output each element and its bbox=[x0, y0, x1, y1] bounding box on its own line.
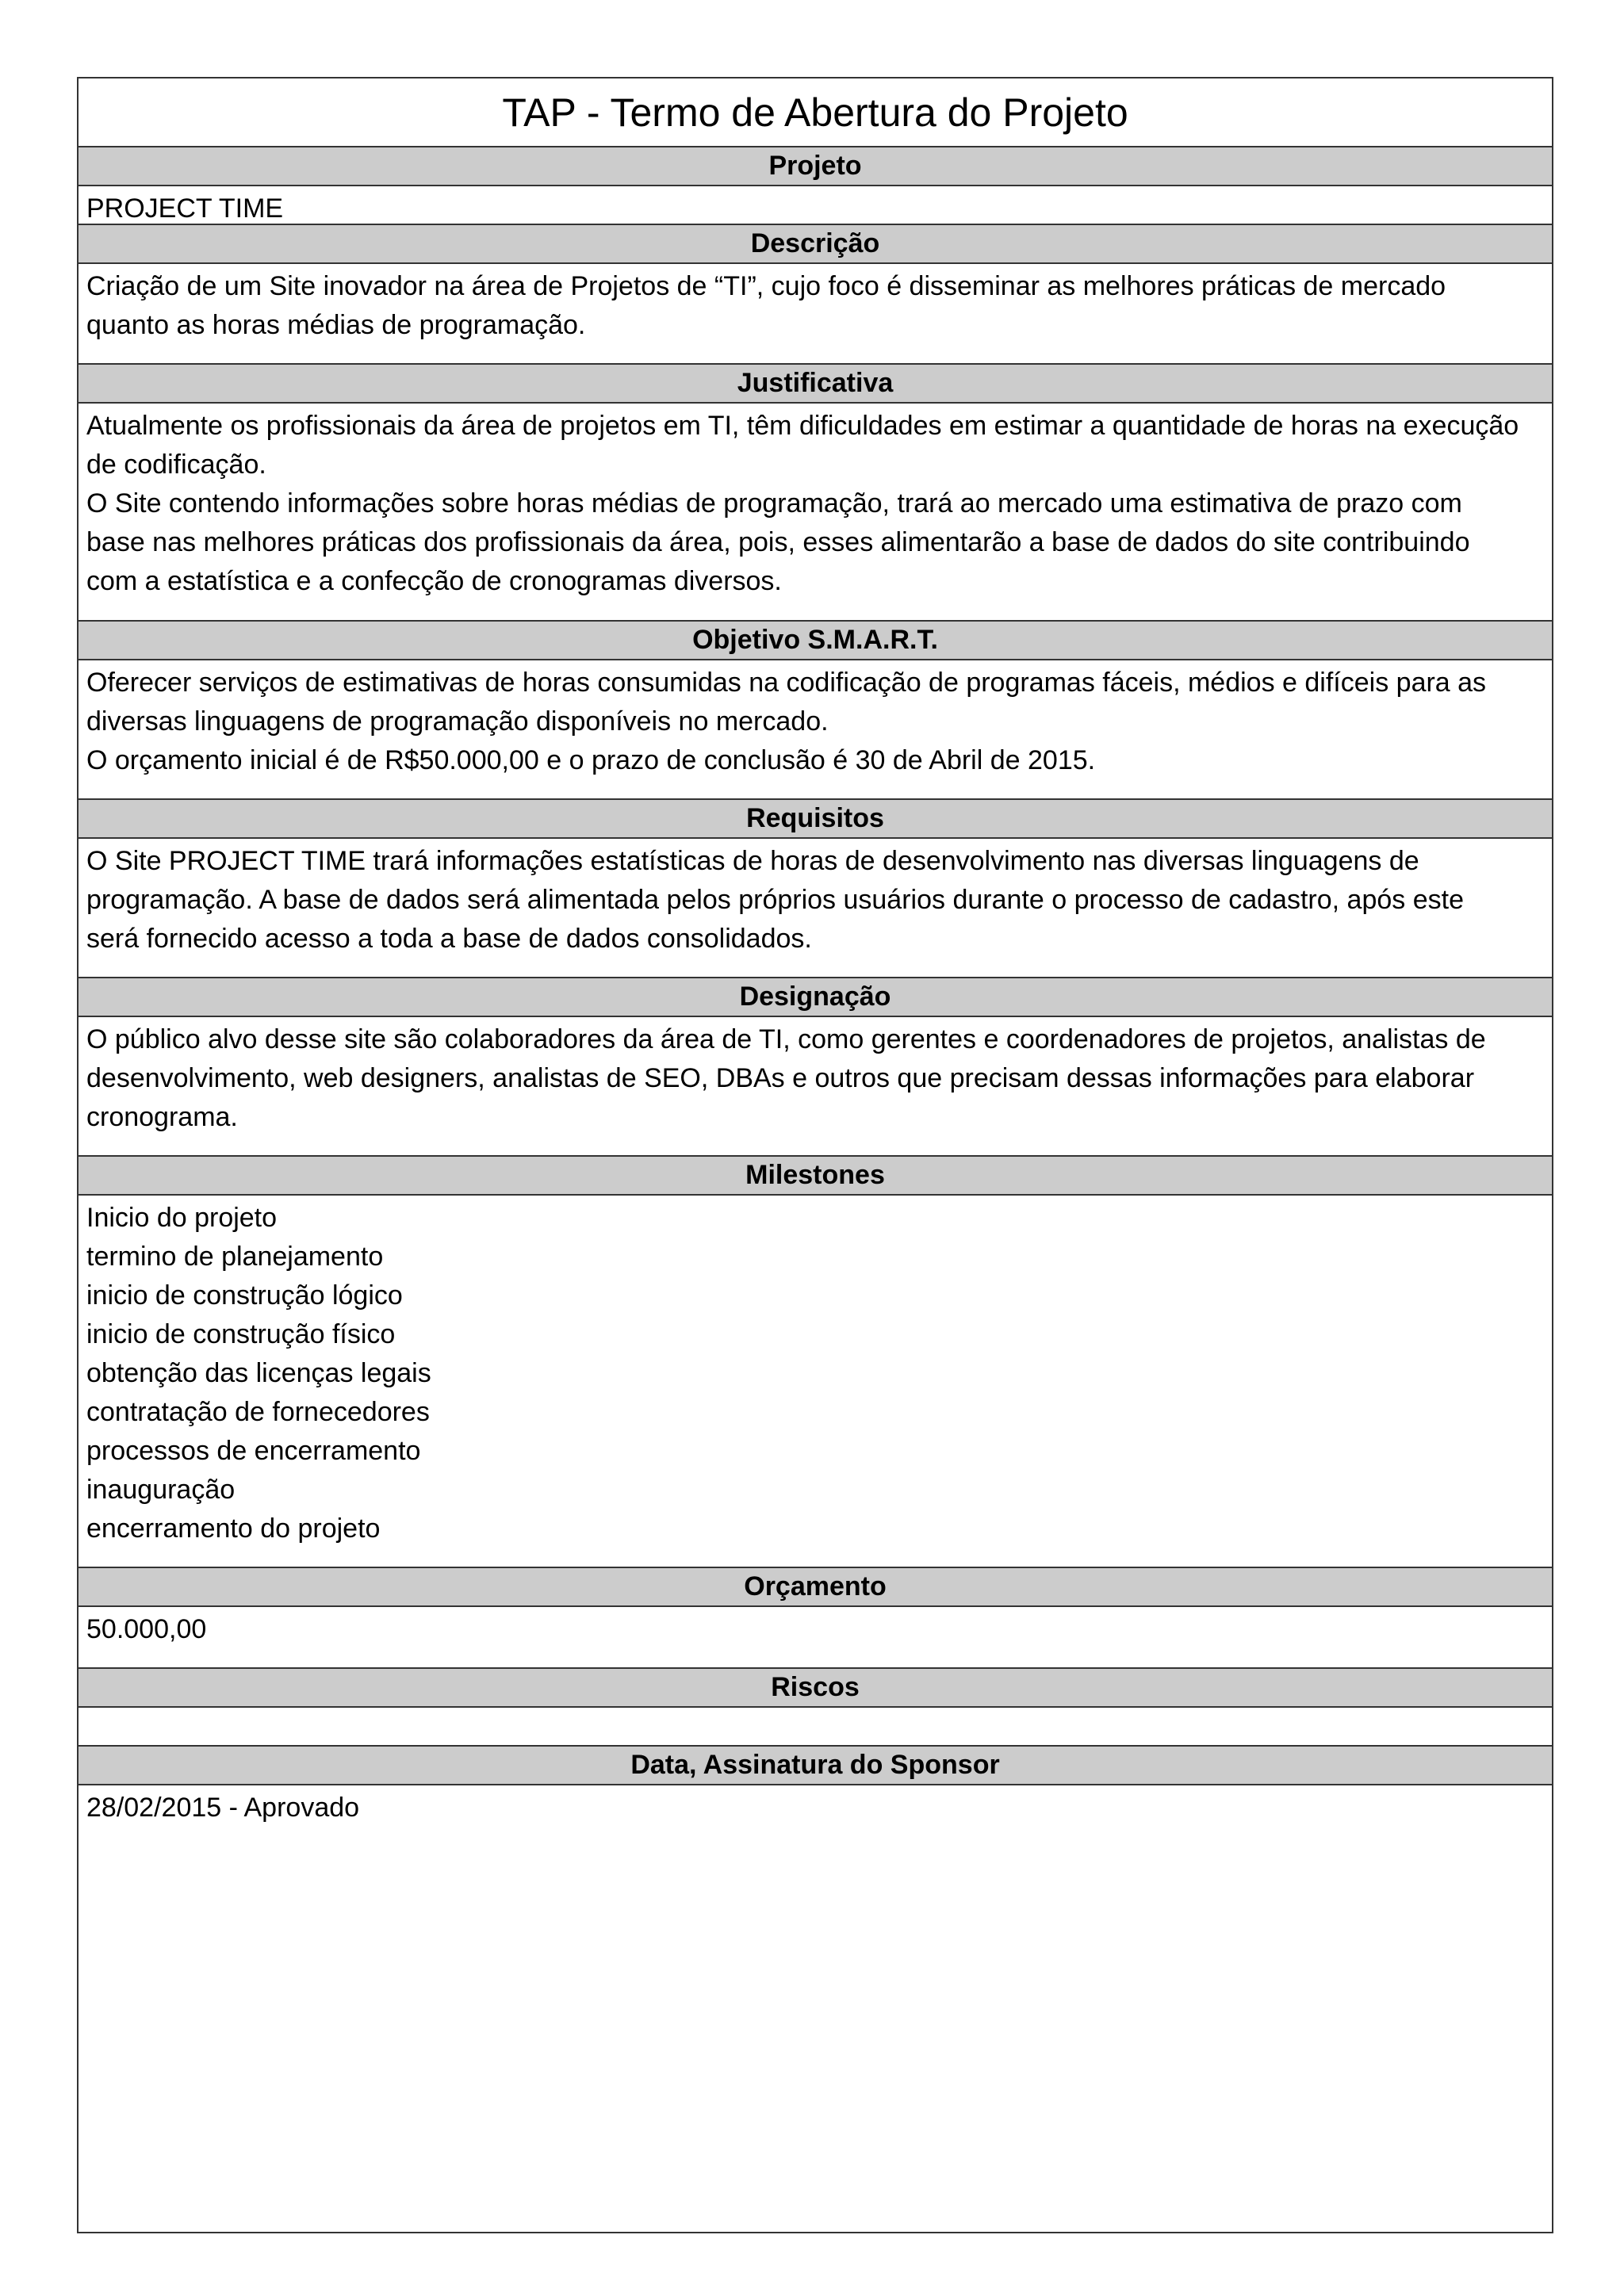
milestone-item: inicio de construção lógico bbox=[86, 1280, 403, 1311]
milestone-item: encerramento do projeto bbox=[86, 1513, 381, 1544]
text-line: com a estatística e a confecção de cronogramas diversos. bbox=[86, 566, 782, 596]
section-heading-descricao: Descrição bbox=[79, 225, 1552, 264]
milestone-item: Inicio do projeto bbox=[86, 1203, 278, 1233]
section-body-projeto bbox=[79, 186, 1552, 225]
section-body-descricao bbox=[79, 264, 1552, 365]
section-body-objetivo bbox=[79, 660, 1552, 800]
text-line: programação. A base de dados será alimentada pelos próprios usuários durante o processo de cadastro, após este bbox=[86, 885, 1464, 915]
milestone-item: inauguração bbox=[86, 1475, 236, 1505]
text-line: de codificação. bbox=[86, 450, 266, 480]
section-heading-riscos: Riscos bbox=[79, 1669, 1552, 1708]
text-line: Atualmente os profissionais da área de projetos em TI, têm dificuldades em estimar a quantidade de horas na execução bbox=[86, 411, 1519, 441]
milestone-item: processos de encerramento bbox=[86, 1436, 421, 1466]
text-line: O Site contendo informações sobre horas médias de programação, trará ao mercado uma estimativa de prazo com bbox=[86, 488, 1462, 519]
text-line: O público alvo desse site são colaboradores da área de TI, como gerentes e coordenadores de projetos, analistas de bbox=[86, 1024, 1486, 1054]
section-body-designacao bbox=[79, 1017, 1552, 1157]
section-heading-designacao: Designação bbox=[79, 978, 1552, 1017]
section-body-requisitos bbox=[79, 839, 1552, 978]
milestone-item: inicio de construção físico bbox=[86, 1319, 396, 1349]
section-heading-requisitos: Requisitos bbox=[79, 800, 1552, 839]
text-line: base nas melhores práticas dos profissionais da área, pois, esses alimentarão a base de dados do site contribuindo bbox=[86, 527, 1470, 557]
section-body-riscos bbox=[79, 1708, 1552, 1747]
text-line: será fornecido acesso a toda a base de dados consolidados. bbox=[86, 924, 812, 954]
text-line: cronograma. bbox=[86, 1102, 238, 1132]
section-body-orcamento bbox=[79, 1607, 1552, 1669]
approval-line: 28/02/2015 - Aprovado bbox=[86, 1793, 360, 1823]
text-line: O Site PROJECT TIME trará informações estatísticas de horas de desenvolvimento nas diversas linguagens de bbox=[86, 846, 1419, 876]
section-heading-orcamento: Orçamento bbox=[79, 1568, 1552, 1607]
section-heading-projeto: Projeto bbox=[79, 147, 1552, 186]
milestone-item: contratação de fornecedores bbox=[86, 1397, 430, 1427]
section-heading-justificativa: Justificativa bbox=[79, 365, 1552, 404]
text-line: desenvolvimento, web designers, analistas de SEO, DBAs e outros que precisam dessas informações para elaborar bbox=[86, 1063, 1475, 1093]
text-line: diversas linguagens de programação disponíveis no mercado. bbox=[86, 706, 829, 737]
text-line: 50.000,00 bbox=[86, 1614, 207, 1644]
section-body-milestones bbox=[79, 1196, 1552, 1568]
tap-document bbox=[77, 77, 1553, 2233]
milestone-item: obtenção das licenças legais bbox=[86, 1358, 431, 1388]
text-line: O orçamento inicial é de R$50.000,00 e o prazo de conclusão é 30 de Abril de 2015. bbox=[86, 745, 1096, 775]
section-heading-milestones: Milestones bbox=[79, 1157, 1552, 1196]
section-body-sponsor bbox=[79, 1785, 1552, 2232]
section-heading-objetivo: Objetivo S.M.A.R.T. bbox=[79, 622, 1552, 660]
milestone-item: termino de planejamento bbox=[86, 1242, 384, 1272]
text-line: quanto as horas médias de programação. bbox=[86, 310, 586, 340]
text-line: Oferecer serviços de estimativas de horas consumidas na codificação de programas fáceis, médios e difíceis para as bbox=[86, 668, 1487, 698]
document-title: TAP - Termo de Abertura do Projeto bbox=[79, 78, 1552, 147]
text-line: Criação de um Site inovador na área de Projetos de “TI”, cujo foco é disseminar as melhores práticas de mercado bbox=[86, 271, 1446, 301]
section-heading-sponsor: Data, Assinatura do Sponsor bbox=[79, 1747, 1552, 1785]
section-body-justificativa bbox=[79, 404, 1552, 622]
text-line: PROJECT TIME bbox=[86, 193, 284, 224]
